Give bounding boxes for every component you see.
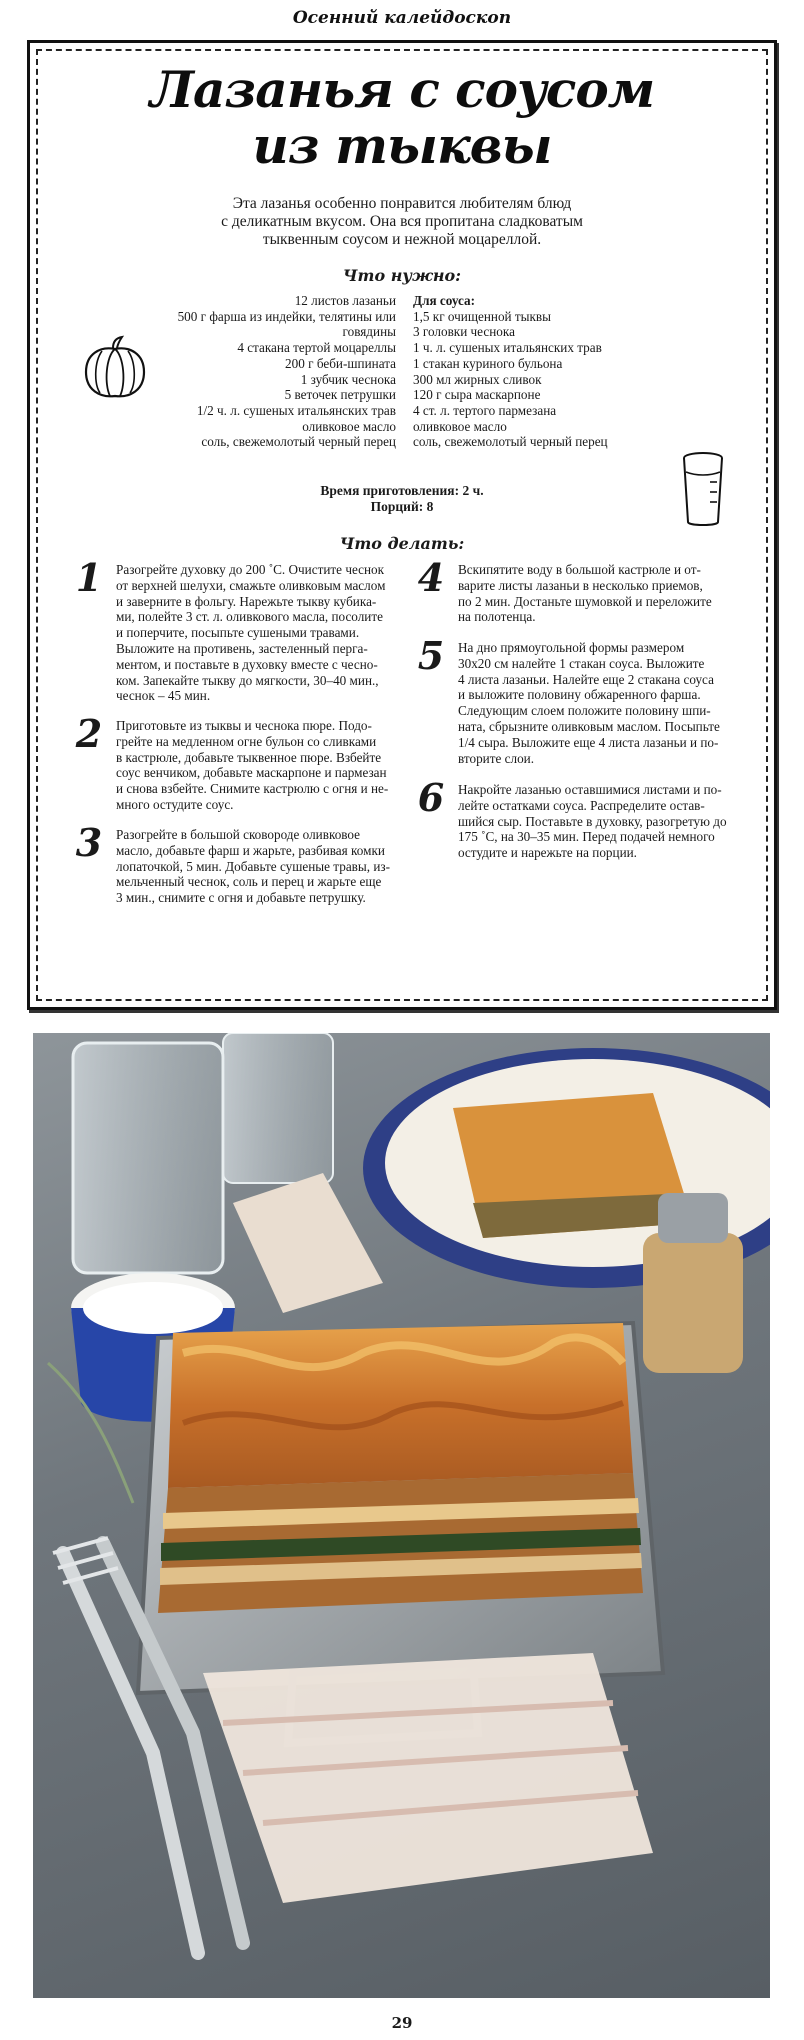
step-line: 30x20 см налейте 1 стакан соуса. Выложите [458, 655, 705, 671]
step-number: 1 [75, 555, 103, 600]
recipe-meta [0, 483, 804, 515]
ingredient-item: 300 мл жирных сливок [413, 371, 542, 387]
step-line: мельченный чеснок, соль и перец и жарьте еще [116, 874, 382, 890]
ingredient-item: 1,5 кг очищенной тыквы [413, 308, 552, 324]
ingredient-item: 1 стакан куриного бульона [413, 355, 563, 371]
ingredient-item: соль, свежемолотый черный перец [413, 434, 608, 450]
needed-heading: Что нужно: [342, 266, 462, 285]
step-line: лопаточкой, 5 мин. Добавьте сушеные травы, из- [116, 858, 391, 874]
step-4 [412, 555, 732, 625]
step-line: много остудите соус. [116, 796, 234, 812]
step-text [116, 827, 390, 906]
ingredient-item: 5 веточек петрушки [284, 387, 396, 403]
step-6 [412, 775, 732, 861]
step-line: на полотенца. [458, 609, 536, 625]
intro-line: с деликатным вкусом. Она вся пропитана сладковатым [221, 213, 583, 230]
step-text [458, 562, 732, 625]
step-line: Приготовьте из тыквы и чеснока пюре. Подо- [116, 718, 372, 733]
recipe-intro [180, 195, 624, 249]
step-5 [412, 633, 732, 766]
ingredient-item: оливковое масло [302, 418, 396, 434]
ingredient-item: соль, свежемолотый черный перец [201, 434, 396, 450]
step-number: 2 [75, 711, 103, 756]
step-line: Следующим слоем положите половину шпи- [458, 703, 711, 719]
step-line: На дно прямоугольной формы размером [458, 640, 685, 655]
step-line: и поперчите, посыпьте сушеными травами. [116, 625, 360, 641]
step-line: грейте на медленном огне бульон со сливками [116, 733, 377, 749]
sauce-heading: Для соуса: [413, 293, 476, 308]
cooking-time: Время приготовления: 2 ч. [320, 483, 484, 498]
step-1 [70, 555, 390, 704]
step-line: Выложите на противень, застеленный перга- [116, 640, 368, 656]
step-line: чеснок – 45 мин. [116, 688, 211, 704]
step-number: 4 [417, 555, 445, 600]
step-line: Накройте лазанью оставшимися листами и по- [458, 782, 722, 797]
step-line: от верхней шелухи, смажьте оливковым маслом [116, 577, 386, 593]
ingredient-item: 200 г беби-шпината [285, 355, 396, 371]
ingredient-item: оливковое масло [413, 418, 507, 434]
step-2 [70, 711, 390, 813]
recipe-title [0, 62, 804, 174]
recipe-title-line-2: из тыквы [252, 116, 552, 175]
step-line: 4 листа лазаньи. Налейте еще 2 стакана соуса [458, 671, 714, 687]
intro-line: тыквенным соусом и нежной моцареллой. [262, 231, 542, 248]
portions: Порций: 8 [370, 499, 434, 514]
ingredients-main [130, 293, 396, 450]
step-text [116, 718, 390, 813]
step-line: 175 ˚С, на 30–35 мин. Перед подачей немного [458, 829, 715, 845]
step-line: ком. Запекайте тыкву до мягкости, 30–40 мин., [116, 672, 379, 688]
step-line: Вскипятите воду в большой кастрюле и от- [458, 562, 701, 577]
step-line: и заверните в фольгу. Нарежьте тыкву кубика- [116, 593, 377, 609]
step-line: остудите и нарежьте на порции. [458, 845, 637, 861]
step-line: и выложите половину обжаренного фарша. [458, 687, 701, 703]
step-line: вторите слои. [458, 750, 535, 766]
ingredient-item: 1 зубчик чеснока [300, 371, 396, 387]
step-text [458, 782, 732, 861]
step-line: в кастрюле, добавьте тыквенное пюре. Взбейте [116, 749, 382, 765]
step-line: Разогрейте в большой сковороде оливковое [116, 827, 361, 842]
step-3 [70, 820, 391, 906]
step-line: ната, сбрызните оливковым маслом. Посыпьте [458, 718, 720, 734]
step-line: и снова взбейте. Снимите кастрюлю с огня и не- [116, 781, 389, 797]
step-text [116, 562, 390, 704]
step-number: 6 [417, 775, 445, 820]
step-line: масло, добавьте фарш и жарьте, разбивая комки [116, 842, 385, 858]
step-line: Разогрейте духовку до 200 ˚С. Очистите чеснок [116, 562, 385, 577]
ingredient-item: 4 ст. л. тертого пармезана [413, 402, 557, 418]
recipe-title-line-1: Лазанья с соусом [149, 60, 655, 119]
ingredient-item: 12 листов лазаньи [294, 293, 396, 308]
step-line: варите листы лазаньи в несколько приемов, [458, 577, 703, 593]
ingredient-item: 1 ч. л. сушеных итальянских трав [413, 340, 602, 356]
ingredient-item: 3 головки чеснока [413, 324, 515, 340]
ingredient-item: 4 стакана тертой моцареллы [237, 340, 396, 356]
section-header: Осенний калейдоскоп [292, 8, 512, 28]
step-number: 5 [417, 633, 445, 678]
step-line: шийся сыр. Поставьте в духовку, разогретую до [458, 813, 727, 829]
step-line: ми, полейте 3 ст. л. оливкового масла, посолите [116, 609, 383, 625]
step-line: 1/4 сыра. Выложите еще 4 листа лазаньи и по- [458, 734, 719, 750]
step-number: 3 [75, 820, 103, 865]
lasagna-photo-illustration [33, 1033, 770, 1998]
step-line: по 2 мин. Достаньте шумовкой и переложите [458, 593, 712, 609]
lasagna-photo [33, 1033, 770, 1998]
step-text [458, 640, 732, 766]
ingredients-sauce [413, 293, 673, 450]
ingredient-item: 120 г сыра маскарпоне [413, 387, 541, 403]
step-line: ментом, и поставьте в духовку вместе с чесно- [116, 656, 378, 672]
steps-heading: Что делать: [339, 534, 465, 553]
intro-line: Эта лазанья особенно понравится любителям блюд [232, 195, 572, 212]
step-line: 3 мин., снимите с огня и добавьте петрушку. [116, 890, 366, 906]
ingredient-item: говядины [342, 324, 396, 340]
step-line: лейте остатками соуса. Распределите остав- [458, 797, 705, 813]
step-line: соус венчиком, добавьте маскарпоне и пармезан [116, 765, 387, 781]
ingredient-item: 500 г фарша из индейки, телятины или [177, 308, 396, 324]
page-number: 29 [391, 2014, 413, 2032]
ingredient-item: 1/2 ч. л. сушеных итальянских трав [196, 402, 396, 418]
